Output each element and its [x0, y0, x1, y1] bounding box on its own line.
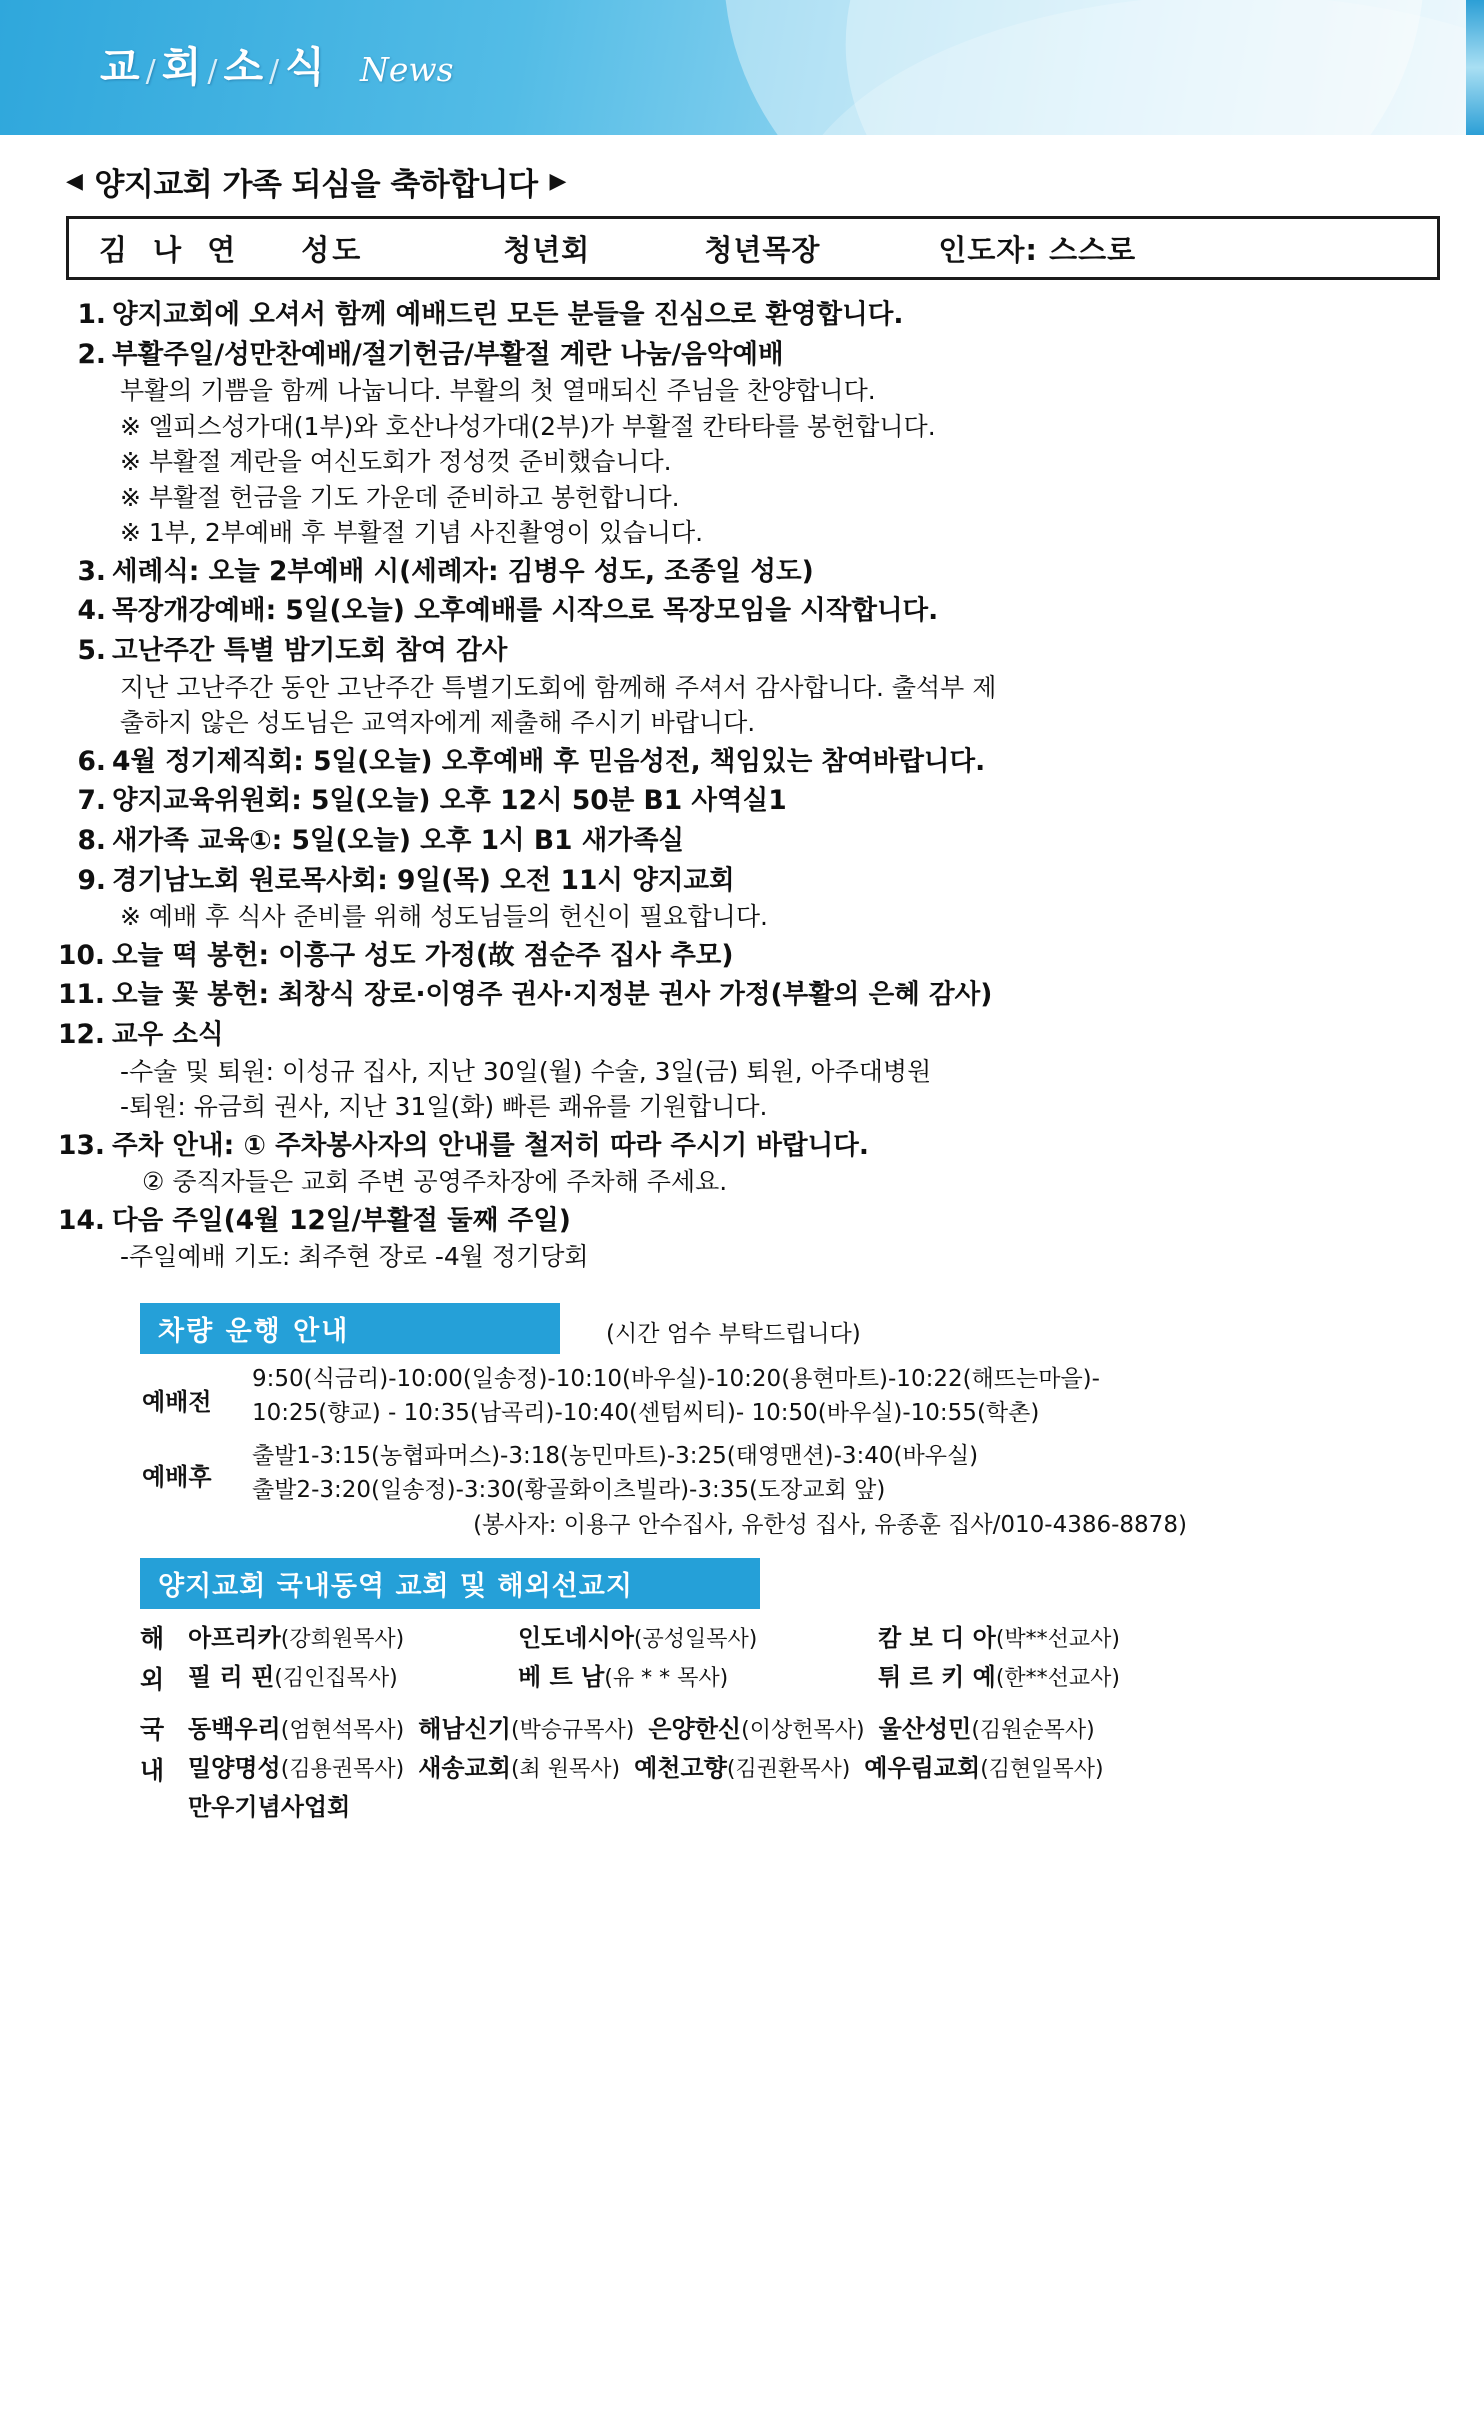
mission-entry: [879, 1710, 1109, 1749]
vehicle-before-service: [142, 1362, 1448, 1431]
mission-entry: [188, 1658, 518, 1697]
notice-number: 14.: [58, 1204, 105, 1236]
banner-title-char-3: 소: [223, 43, 268, 91]
missions-domestic-label-char-1: 국: [140, 1715, 165, 1745]
mission-entry: [188, 1749, 418, 1788]
notice-number: 2.: [77, 338, 106, 370]
vehicle-route-line: 출발1-3:15(농협파머스)-3:18(농민마트)-3:25(태영맨션)-3:40(바우실): [252, 1442, 979, 1469]
notice-subline: 부활의 기쁨을 함께 나눕니다. 부활의 첫 열매되신 주님을 찬양합니다.: [120, 376, 876, 406]
banner-title-char-4: 식: [285, 43, 329, 91]
notice-number: 12.: [58, 1018, 105, 1050]
new-member-pastor: 청년목장: [704, 232, 821, 267]
mission-name: 동백우리: [188, 1715, 281, 1744]
notice-number: 10.: [58, 939, 105, 971]
notice-item: [64, 782, 1448, 820]
missions-row: [188, 1710, 1448, 1749]
banner-title-sep-3: /: [269, 54, 284, 89]
notice-item: [64, 592, 1448, 630]
mission-detail: (최 원목사): [510, 1757, 621, 1783]
vehicle-section-title: 차량 운행 안내: [140, 1303, 560, 1354]
notice-item: [58, 976, 1448, 1014]
notice-subline: ※ 부활절 헌금을 기도 가운데 준비하고 봉헌합니다.: [120, 482, 680, 512]
notice-item: [64, 553, 1448, 591]
missions-section-title: 양지교회 국내동역 교회 및 해외선교지: [140, 1558, 760, 1609]
vehicle-after-service: [142, 1439, 1448, 1543]
vehicle-before-label: 예배전: [142, 1387, 212, 1416]
notice-title: 새가족 교육①: 5일(오늘) 오후 1시 B1 새가족실: [112, 824, 685, 856]
mission-detail: (김원순목사): [971, 1718, 1095, 1744]
mission-name: 울산성민: [878, 1715, 972, 1744]
notice-title: 세례식: 오늘 2부예배 시(세례자: 김병우 성도, 조종일 성도): [112, 555, 814, 587]
notice-title: 다음 주일(4월 12일/부활절 둘째 주일): [112, 1204, 571, 1236]
missions-overseas: [140, 1619, 1448, 1700]
mission-name: 베 트 남: [518, 1663, 605, 1692]
notice-title: 양지교육위원회: 5일(오늘) 오후 12시 50분 B1 사역실1: [112, 785, 787, 817]
welcome-headline-text: 양지교회 가족 되심을 축하합니다: [94, 167, 538, 203]
notice-subline: ② 중직자들은 교회 주변 공영주차장에 주차해 주세요.: [142, 1167, 728, 1197]
mission-detail: (한**선교사): [995, 1666, 1120, 1692]
mission-detail: (유 * * 목사): [604, 1666, 729, 1692]
notice-title: 4월 정기제직회: 5일(오늘) 오후예배 후 믿음성전, 책임있는 참여바랍니다.: [112, 745, 986, 777]
mission-detail: (김인집목사): [274, 1666, 398, 1692]
mission-entry: [188, 1619, 518, 1658]
mission-name: 아프리카: [188, 1624, 281, 1653]
mission-name: 은양한신: [648, 1715, 742, 1744]
new-member-name: 김 나 연: [99, 232, 244, 267]
banner-title-sep-1: /: [145, 54, 160, 89]
mission-name: 만우기념사업회: [188, 1793, 351, 1821]
mission-entry: [878, 1658, 1120, 1697]
missions-domestic-label-char-2: 내: [140, 1755, 165, 1785]
notice-title: 부활주일/성만찬예배/절기헌금/부활절 계란 나눔/음악예배: [112, 338, 784, 370]
banner-subtitle: News: [360, 50, 454, 89]
mission-name: 필 리 핀: [188, 1663, 275, 1692]
missions-overseas-label: [140, 1619, 188, 1700]
missions-row: [188, 1788, 1448, 1827]
mission-detail: (박**선교사): [995, 1627, 1120, 1653]
notice-number: 5.: [77, 635, 106, 666]
new-member-role: 성도: [301, 232, 364, 267]
mission-entry: [878, 1619, 1120, 1658]
notice-title: 고난주간 특별 밤기도회 참여 감사: [112, 635, 508, 666]
mission-detail: (김권환목사): [726, 1757, 851, 1783]
notice-number: 11.: [58, 979, 105, 1011]
vehicle-driver-note: (봉사자: 이용구 안수집사, 유한성 집사, 유종훈 집사/010-4386-8878): [473, 1511, 1187, 1538]
banner-title-char-2: 회: [161, 43, 206, 91]
new-member-guide: 인도자: 스스로: [938, 232, 1137, 267]
notice-subline: 지난 고난주간 동안 고난주간 특별기도회에 함께해 주셔서 감사합니다. 출석부 제: [120, 672, 997, 702]
notice-item: [58, 1202, 1448, 1275]
notice-title: 교우 소식: [112, 1018, 224, 1050]
mission-name: 예우림교회: [864, 1754, 981, 1783]
notice-number: 7.: [77, 785, 106, 817]
vehicle-before-lines: [252, 1362, 1448, 1431]
missions-row: [188, 1658, 1448, 1697]
notice-number: 4.: [77, 595, 106, 627]
notice-item: [64, 743, 1448, 781]
notice-item: [58, 1127, 1448, 1200]
vehicle-after-label: 예배후: [142, 1462, 212, 1491]
missions-overseas-rows: [188, 1619, 1448, 1700]
missions-row: [188, 1749, 1448, 1788]
mission-detail: (김용권목사): [280, 1757, 405, 1783]
notice-subline: -퇴원: 유금희 권사, 지난 31일(화) 빠른 쾌유를 기원합니다.: [120, 1092, 768, 1121]
notice-number: 6.: [77, 745, 106, 777]
notice-title: 오늘 떡 봉헌: 이흥구 성도 가정(故 점순주 집사 추모): [112, 939, 734, 971]
right-edge-bar: [1466, 0, 1484, 135]
notice-subline: ※ 부활절 계란을 여신도회가 정성껏 준비했습니다.: [120, 447, 672, 477]
page-header-banner: [0, 0, 1484, 135]
notice-number: 3.: [77, 555, 106, 587]
notice-number: 8.: [77, 824, 106, 856]
notice-title: 오늘 꽃 봉헌: 최창식 장로·이영주 권사·지정분 권사 가정(부활의 은혜 감사): [112, 979, 993, 1011]
banner-title: [100, 34, 329, 93]
new-member-group: 청년회: [503, 232, 591, 267]
missions-row: [188, 1619, 1448, 1658]
notice-subline: -수술 및 퇴원: 이성규 집사, 지난 30일(월) 수술, 3일(금) 퇴원, 아주대병원: [120, 1056, 932, 1086]
mission-name: 튀 르 키 예: [878, 1663, 996, 1692]
notice-item: [58, 1016, 1448, 1125]
notice-title: 경기남노회 원로목사회: 9일(목) 오전 11시 양지교회: [112, 864, 735, 896]
mission-detail: (엄현석목사): [280, 1718, 405, 1744]
notice-list: [58, 296, 1448, 1275]
mission-name: 캄 보 디 아: [878, 1624, 996, 1653]
missions-overseas-label-char-2: 외: [140, 1664, 165, 1694]
notice-subline: ※ 예배 후 식사 준비를 위해 성도님들의 헌신이 필요합니다.: [120, 902, 768, 932]
notice-subline: ※ 1부, 2부예배 후 부활절 기념 사진촬영이 있습니다.: [120, 518, 704, 548]
mission-detail: (이상헌목사): [741, 1718, 865, 1744]
notice-title: 주차 안내: ① 주차봉사자의 안내를 철저히 따라 주시기 바랍니다.: [112, 1129, 869, 1161]
notice-subline: ※ 엘피스성가대(1부)와 호산나성가대(2부)가 부활절 칸타타를 봉헌합니다.: [120, 411, 936, 441]
mission-detail: (강희원목사): [280, 1627, 405, 1653]
mission-name: 밀양명성: [188, 1754, 281, 1783]
new-member-box: [66, 216, 1440, 280]
notice-number: 9.: [77, 864, 106, 896]
bulletin-body: [0, 135, 1484, 1827]
mission-entry: [634, 1749, 864, 1788]
mission-entry: [418, 1749, 634, 1788]
mission-entry: [518, 1619, 878, 1658]
mission-entry: [518, 1658, 878, 1697]
left-triangle-icon: ◀: [66, 169, 83, 194]
mission-entry: [648, 1710, 878, 1749]
notice-item: [64, 336, 1448, 551]
missions-domestic-rows: [188, 1710, 1448, 1827]
vehicle-route-line: 출발2-3:20(일송정)-3:30(황골화이츠빌라)-3:35(도장교회 앞): [252, 1477, 886, 1504]
mission-entry: [188, 1710, 418, 1749]
banner-title-char-1: 교: [100, 43, 144, 91]
missions-domestic-label: [140, 1710, 188, 1827]
notice-item: [64, 296, 1448, 334]
notice-title: 양지교회에 오셔서 함께 예배드린 모든 분들을 진심으로 환영합니다.: [112, 299, 904, 330]
vehicle-after-lines: [252, 1439, 1448, 1543]
mission-name: 인도네시아: [518, 1624, 634, 1653]
banner-title-sep-2: /: [207, 54, 222, 89]
notice-item: [58, 937, 1448, 975]
mission-name: 새송교회: [418, 1754, 511, 1783]
mission-name: 예천고향: [634, 1754, 727, 1783]
vehicle-section-header: [52, 1277, 1448, 1354]
mission-entry: [418, 1710, 648, 1749]
mission-name: 해남신기: [418, 1715, 511, 1744]
missions-domestic: [140, 1710, 1448, 1827]
notice-subline: -주일예배 기도: 최주현 장로 -4월 정기당회: [120, 1242, 589, 1272]
notice-item: [64, 822, 1448, 860]
notice-title: 목장개강예배: 5일(오늘) 오후예배를 시작으로 목장모임을 시작합니다.: [112, 595, 939, 627]
notice-number: 13.: [58, 1129, 105, 1161]
mission-entry: [188, 1788, 364, 1827]
notice-subline: 출하지 않은 성도님은 교역자에게 제출해 주시기 바랍니다.: [120, 708, 756, 738]
vehicle-route-line: 9:50(식금리)-10:00(일송정)-10:10(바우실)-10:20(용현마트)-10:22(해뜨는마을)-: [252, 1365, 1100, 1392]
notice-item: [64, 632, 1448, 741]
vehicle-section-note: (시간 엄수 부탁드립니다): [606, 1320, 861, 1347]
mission-detail: (공성일목사): [633, 1627, 758, 1653]
notice-number: 1.: [77, 299, 106, 330]
missions-overseas-label-char-1: 해: [140, 1624, 165, 1654]
welcome-headline: [66, 159, 1448, 204]
mission-detail: (박승규목사): [510, 1718, 635, 1744]
mission-detail: (김현일목사): [980, 1757, 1104, 1783]
mission-entry: [864, 1749, 1117, 1788]
vehicle-route-line: 10:25(향교) - 10:35(남곡리)-10:40(센텀씨티)- 10:50(바우실)-10:55(학촌): [252, 1400, 1040, 1427]
notice-item: [64, 862, 1448, 935]
right-triangle-icon: ▶: [549, 169, 566, 194]
